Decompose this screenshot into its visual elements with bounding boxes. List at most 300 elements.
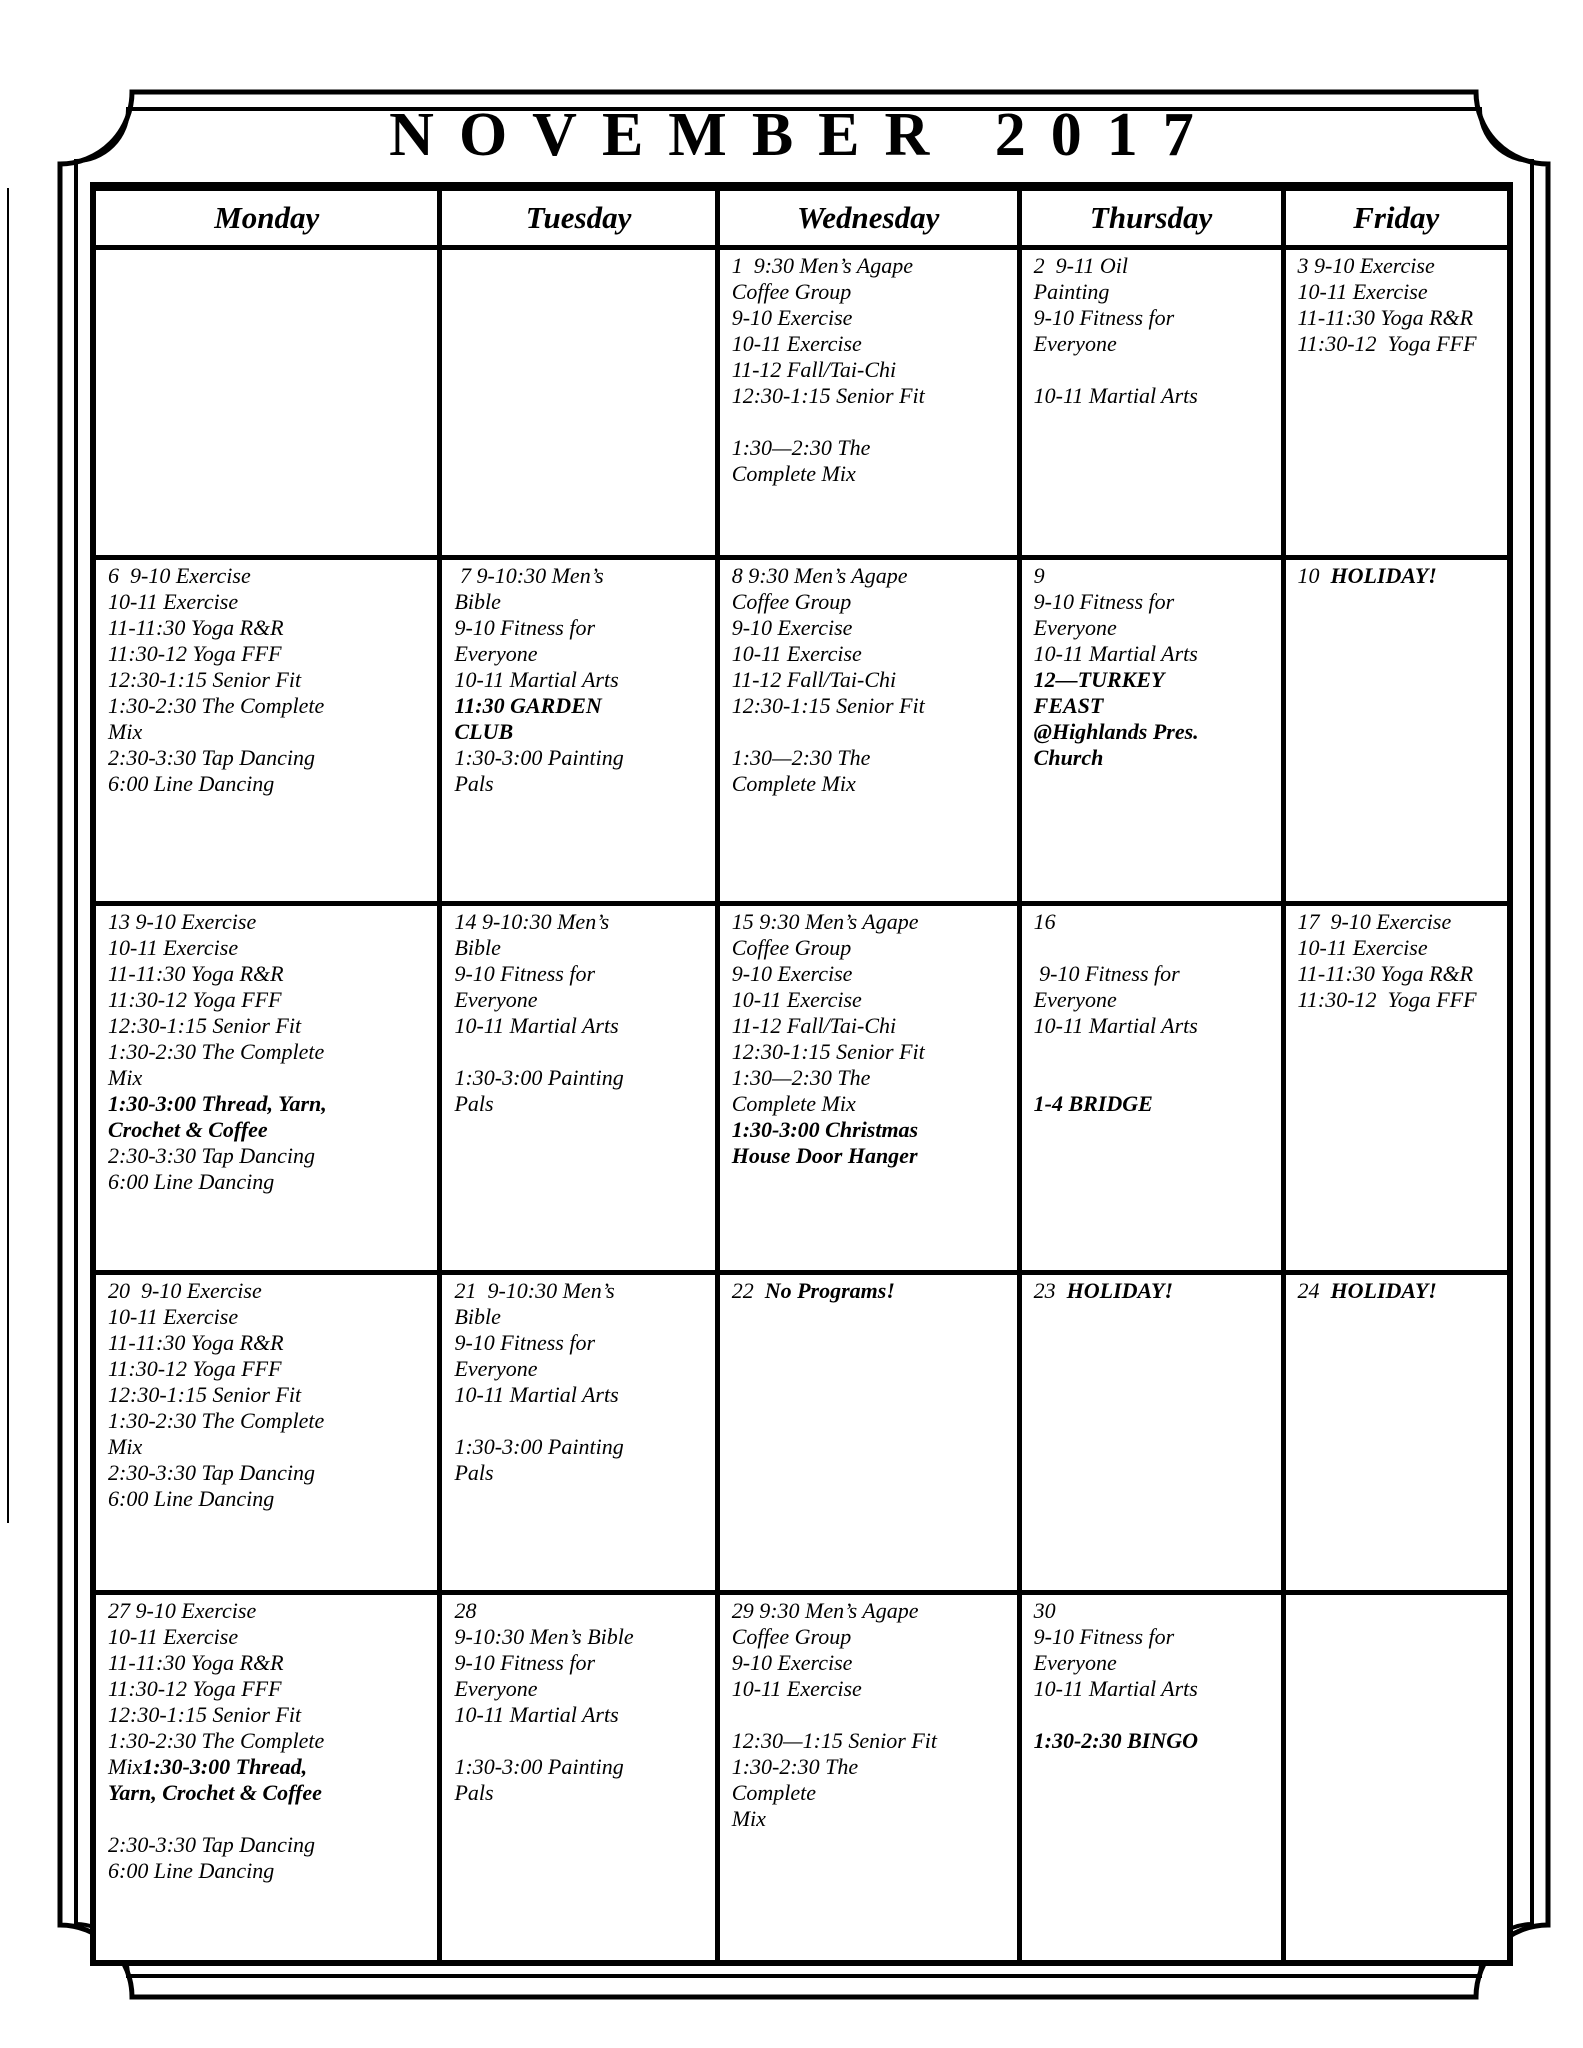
event-text: 1:30-3:00 Painting (454, 1065, 624, 1090)
event-text: 9-10:30 Men’s Bible (454, 1624, 634, 1649)
event-text: Painting (1033, 279, 1110, 304)
event-line (1034, 987, 1273, 1013)
event-text: 9 (1033, 563, 1045, 588)
event-line (108, 961, 429, 987)
event-text-bold: 1:30-3:00 Thread, (142, 1754, 308, 1779)
day-header-monday: Monday (214, 200, 320, 235)
event-text-bold: HOLIDAY! (1066, 1278, 1174, 1303)
event-line (108, 1702, 429, 1728)
event-line (732, 1039, 1009, 1065)
event-text: 9-10 Fitness for (454, 615, 596, 640)
event-line (1298, 909, 1500, 935)
calendar-cell-week3-day5 (1281, 901, 1508, 1270)
event-line (454, 1624, 706, 1650)
event-text: 1 9:30 Men’s Agape (731, 253, 913, 278)
event-text: 11-12 Fall/Tai-Chi (731, 357, 897, 382)
event-line (1034, 253, 1273, 279)
event-text-bold: 1-4 BRIDGE (1033, 1091, 1153, 1116)
calendar-cell-week2-day4 (1017, 555, 1281, 901)
day-header-wednesday: Wednesday (715, 191, 1017, 245)
blank-line (1034, 1039, 1273, 1065)
event-line (732, 1806, 1009, 1832)
calendar-cell-week5-day5 (1281, 1590, 1508, 1960)
event-text: 2:30-3:30 Tap Dancing (108, 1143, 315, 1168)
event-text: 10-11 Martial Arts (454, 1702, 619, 1727)
event-line (454, 1754, 706, 1780)
event-text: 10-11 Martial Arts (454, 667, 619, 692)
event-text-bold: HOLIDAY! (1330, 1278, 1437, 1303)
event-line (1034, 1598, 1273, 1624)
event-text: Everyone (1033, 1650, 1117, 1675)
event-line (454, 961, 706, 987)
event-text-bold: Church (1033, 745, 1104, 770)
event-text: Coffee Group (731, 279, 852, 304)
event-text: 10-11 Exercise (108, 1624, 239, 1649)
event-line (454, 719, 706, 745)
event-line (108, 641, 429, 667)
event-line (108, 745, 429, 771)
blank-line (454, 1039, 706, 1065)
event-line (732, 279, 1009, 305)
event-line (454, 1304, 706, 1330)
event-line (454, 1065, 706, 1091)
event-text: 11-11:30 Yoga R&R (108, 961, 284, 986)
event-text: Complete Mix (731, 461, 856, 486)
event-line (1034, 667, 1273, 693)
event-line (1298, 253, 1500, 279)
event-line (1298, 1278, 1500, 1304)
event-line (732, 693, 1009, 719)
event-line (108, 771, 429, 797)
event-line (732, 1754, 1009, 1780)
event-line (1034, 279, 1273, 305)
event-line (108, 1434, 429, 1460)
event-line (1034, 1013, 1273, 1039)
event-line (108, 1117, 429, 1143)
event-text: 10-11 Exercise (108, 589, 239, 614)
event-text: 9-10 Fitness for (454, 961, 596, 986)
event-line (732, 909, 1009, 935)
event-text: 29 9:30 Men’s Agape (731, 1598, 919, 1623)
event-text: 12:30-1:15 Senior Fit (108, 1702, 302, 1727)
event-text: 10-11 Martial Arts (454, 1382, 619, 1407)
calendar-cell-week3-day1 (96, 901, 437, 1270)
event-text: 1:30—2:30 The (731, 435, 871, 460)
event-text: 10-11 Martial Arts (454, 1013, 619, 1038)
event-line (108, 987, 429, 1013)
event-text: Bible (454, 1304, 501, 1329)
event-line (108, 1039, 429, 1065)
event-line (454, 1702, 706, 1728)
calendar-cell-week4-day5 (1281, 1270, 1508, 1590)
blank-line (732, 409, 1009, 435)
event-text: 28 (454, 1598, 477, 1623)
event-line (454, 771, 706, 797)
event-line (454, 1091, 706, 1117)
event-line (1298, 563, 1500, 589)
event-text: 16 (1033, 909, 1056, 934)
event-text: 1:30-2:30 The Complete (108, 1039, 325, 1064)
event-text: 11-11:30 Yoga R&R (108, 1650, 284, 1675)
event-text: 6:00 Line Dancing (108, 1858, 275, 1883)
blank-line (732, 1702, 1009, 1728)
event-line (108, 1304, 429, 1330)
event-text: 2 9-11 Oil (1033, 253, 1128, 278)
event-text: 9-10 Fitness for (454, 1650, 596, 1675)
event-line (454, 693, 706, 719)
event-text: 21 9-10:30 Men’s (454, 1278, 615, 1303)
event-text: 10-11 Exercise (1297, 279, 1428, 304)
calendar-table (90, 182, 1513, 1966)
event-text-bold: No Programs! (764, 1278, 895, 1303)
event-text: 12:30-1:15 Senior Fit (731, 383, 925, 408)
event-line (1034, 563, 1273, 589)
event-line (1298, 331, 1500, 357)
event-line (732, 1091, 1009, 1117)
event-line (108, 1065, 429, 1091)
calendar-cell-week3-day4 (1017, 901, 1281, 1270)
calendar-cell-week2-day2 (437, 555, 714, 901)
event-line (108, 1382, 429, 1408)
event-line (1034, 1624, 1273, 1650)
event-line (108, 1780, 429, 1806)
day-header-thursday: Thursday (1017, 191, 1281, 245)
event-line (108, 1858, 429, 1884)
calendar-cell-week4-day2 (437, 1270, 714, 1590)
event-line (108, 1728, 429, 1754)
event-text: 11-11:30 Yoga R&R (1297, 961, 1474, 986)
event-text: Bible (454, 935, 501, 960)
event-line (732, 1065, 1009, 1091)
event-text: Mix (108, 1754, 143, 1779)
event-line (1034, 305, 1273, 331)
event-line (1298, 935, 1500, 961)
event-line (454, 987, 706, 1013)
event-text-bold: 1:30-3:00 Christmas (731, 1117, 919, 1142)
event-line (1034, 589, 1273, 615)
event-text: 11-11:30 Yoga R&R (1297, 305, 1474, 330)
event-text: Bible (454, 589, 501, 614)
event-line (454, 935, 706, 961)
calendar-cell-week1-day3 (715, 245, 1017, 555)
event-line (108, 1143, 429, 1169)
event-text: Everyone (454, 1676, 538, 1701)
event-line (1034, 1278, 1273, 1304)
event-text: 27 9-10 Exercise (108, 1598, 257, 1623)
event-line (732, 589, 1009, 615)
event-line (732, 1143, 1009, 1169)
event-line (1034, 331, 1273, 357)
blank-line (454, 1728, 706, 1754)
event-text: 1:30-2:30 The (731, 1754, 859, 1779)
event-text: 9-10 Fitness for (1033, 589, 1175, 614)
event-text: 11:30-12 Yoga FFF (1297, 987, 1477, 1012)
event-line (108, 1013, 429, 1039)
event-text-bold: Crochet & Coffee (108, 1117, 268, 1142)
event-line (108, 1624, 429, 1650)
event-text: Pals (454, 1091, 494, 1116)
event-text-bold: CLUB (454, 719, 514, 744)
blank-line (108, 1806, 429, 1832)
calendar-cell-week1-day1 (96, 245, 437, 555)
event-line (108, 719, 429, 745)
event-line (108, 1330, 429, 1356)
event-text: 10-11 Exercise (108, 1304, 239, 1329)
event-text: 9-10 Exercise (731, 961, 853, 986)
event-line (732, 1117, 1009, 1143)
event-text: 1:30—2:30 The (731, 745, 871, 770)
event-text: Everyone (454, 987, 538, 1012)
event-text-bold: 11:30 GARDEN (454, 693, 602, 718)
event-text: 24 (1297, 1278, 1331, 1303)
event-line (732, 961, 1009, 987)
event-text: Everyone (1033, 615, 1117, 640)
event-line (732, 1278, 1009, 1304)
event-line (732, 935, 1009, 961)
event-text: 11-11:30 Yoga R&R (108, 615, 284, 640)
event-line (1034, 693, 1273, 719)
event-text: Pals (454, 1780, 494, 1805)
event-text: Mix (108, 1065, 143, 1090)
event-text: 9-10 Fitness for (454, 1330, 596, 1355)
event-text: Complete Mix (731, 1091, 856, 1116)
event-text-bold: @Highlands Pres. (1033, 719, 1199, 744)
event-text: 12:30-1:15 Senior Fit (731, 1039, 925, 1064)
event-text: 15 9:30 Men’s Agape (731, 909, 919, 934)
event-text: 14 9-10:30 Men’s (454, 909, 610, 934)
event-line (454, 1330, 706, 1356)
event-text-bold: Yarn, Crochet & Coffee (108, 1780, 322, 1805)
event-line (108, 1169, 429, 1195)
event-text: 6:00 Line Dancing (108, 771, 275, 796)
event-line (108, 1754, 429, 1780)
calendar-cell-week3-day3 (715, 901, 1017, 1270)
event-text: 9-10 Fitness for (1033, 305, 1175, 330)
blank-line (1034, 1702, 1273, 1728)
event-line (1298, 961, 1500, 987)
event-line (454, 1676, 706, 1702)
event-text: 11:30-12 Yoga FFF (108, 1676, 282, 1701)
event-text: 2:30-3:30 Tap Dancing (108, 745, 315, 770)
event-line (732, 615, 1009, 641)
event-line (108, 935, 429, 961)
event-text: 10-11 Martial Arts (1033, 1676, 1198, 1701)
event-line (732, 461, 1009, 487)
event-text: 10 (1297, 563, 1331, 588)
calendar-cell-week4-day1 (96, 1270, 437, 1590)
event-text: 10-11 Exercise (731, 1676, 862, 1701)
event-line (1034, 909, 1273, 935)
event-text: 9-10 Fitness for (1033, 1624, 1175, 1649)
event-text-bold: FEAST (1033, 693, 1104, 718)
event-text: 10-11 Martial Arts (1033, 641, 1198, 666)
event-line (108, 909, 429, 935)
event-line (1298, 987, 1500, 1013)
calendar-cell-week5-day2 (437, 1590, 714, 1960)
event-line (454, 1013, 706, 1039)
calendar-cell-week1-day2 (437, 245, 714, 555)
event-text: 11-11:30 Yoga R&R (108, 1330, 284, 1355)
event-text: 2:30-3:30 Tap Dancing (108, 1832, 315, 1857)
event-text: Mix (731, 1806, 766, 1831)
event-text: 1:30-3:00 Painting (454, 745, 624, 770)
calendar-cell-week2-day1 (96, 555, 437, 901)
event-text: 10-11 Martial Arts (1033, 1013, 1198, 1038)
event-text: 6:00 Line Dancing (108, 1486, 275, 1511)
event-line (1034, 1728, 1273, 1754)
event-text: 11:30-12 Yoga FFF (108, 987, 282, 1012)
event-text: 17 9-10 Exercise (1297, 909, 1452, 934)
event-text: Everyone (454, 641, 538, 666)
event-line (1034, 641, 1273, 667)
blank-line (1034, 935, 1273, 961)
event-line (454, 641, 706, 667)
event-text: 9-10 Exercise (731, 1650, 853, 1675)
event-line (732, 253, 1009, 279)
event-line (1034, 383, 1273, 409)
event-text: 1:30-3:00 Painting (454, 1434, 624, 1459)
event-line (1034, 719, 1273, 745)
event-text: Everyone (1033, 331, 1117, 356)
event-text: 12:30-1:15 Senior Fit (108, 1382, 302, 1407)
event-line (732, 1598, 1009, 1624)
event-line (732, 357, 1009, 383)
day-header-friday: Friday (1281, 191, 1508, 245)
event-line (108, 1356, 429, 1382)
event-text: 10-11 Exercise (731, 331, 862, 356)
event-text: 9-10 Exercise (731, 615, 853, 640)
event-line (454, 1382, 706, 1408)
event-text: 11:30-12 Yoga FFF (1297, 331, 1477, 356)
event-line (732, 1780, 1009, 1806)
scan-edge-artifact (7, 188, 9, 1523)
event-text: 8 9:30 Men’s Agape (731, 563, 908, 588)
event-line (732, 1013, 1009, 1039)
event-text: 1:30-2:30 The Complete (108, 693, 325, 718)
event-line (732, 771, 1009, 797)
calendar-cell-week5-day3 (715, 1590, 1017, 1960)
event-text: Everyone (1033, 987, 1117, 1012)
event-text: 12:30-1:15 Senior Fit (108, 1013, 302, 1038)
event-line (732, 1650, 1009, 1676)
calendar-cell-week1-day5 (1281, 245, 1508, 555)
event-text: 13 9-10 Exercise (108, 909, 257, 934)
event-line (108, 1832, 429, 1858)
event-line (1298, 279, 1500, 305)
event-text: 3 9-10 Exercise (1297, 253, 1435, 278)
event-line (108, 589, 429, 615)
event-line (1034, 1650, 1273, 1676)
event-text-bold: 1:30-2:30 BINGO (1033, 1728, 1199, 1753)
event-text: 7 9-10:30 Men’s (454, 563, 604, 588)
event-text: 22 (731, 1278, 765, 1303)
event-text: Coffee Group (731, 589, 852, 614)
event-text: 1:30-3:00 Painting (454, 1754, 624, 1779)
event-line (454, 909, 706, 935)
event-text: 10-11 Exercise (1297, 935, 1428, 960)
event-line (454, 1434, 706, 1460)
event-line (732, 435, 1009, 461)
event-text: 11:30-12 Yoga FFF (108, 1356, 282, 1381)
event-line (108, 1408, 429, 1434)
event-line (732, 1728, 1009, 1754)
event-text: Mix (108, 1434, 143, 1459)
event-line (732, 563, 1009, 589)
event-text: Complete Mix (731, 771, 856, 796)
event-text: 12:30-1:15 Senior Fit (731, 693, 925, 718)
month-title: NOVEMBER 2017 (389, 101, 1219, 169)
event-text: 1:30-2:30 The Complete (108, 1408, 325, 1433)
event-line (732, 745, 1009, 771)
calendar-cell-week2-day3 (715, 555, 1017, 901)
event-text: 11-12 Fall/Tai-Chi (731, 1013, 897, 1038)
event-text: 6 9-10 Exercise (108, 563, 251, 588)
event-text-bold: 12—TURKEY (1033, 667, 1165, 692)
event-text-bold: House Door Hanger (731, 1143, 918, 1168)
event-text: 11-12 Fall/Tai-Chi (731, 667, 897, 692)
event-text: 9-10 Exercise (731, 305, 853, 330)
event-line (108, 1278, 429, 1304)
event-line (108, 693, 429, 719)
event-line (454, 1598, 706, 1624)
calendar-cell-week5-day1 (96, 1590, 437, 1960)
event-text: 11:30-12 Yoga FFF (108, 641, 282, 666)
calendar-cell-week3-day2 (437, 901, 714, 1270)
event-line (454, 1780, 706, 1806)
calendar-cell-week5-day4 (1017, 1590, 1281, 1960)
event-line (454, 589, 706, 615)
event-line (1034, 1676, 1273, 1702)
event-line (454, 1460, 706, 1486)
event-line (108, 563, 429, 589)
event-line (108, 667, 429, 693)
event-line (454, 745, 706, 771)
event-line (108, 1091, 429, 1117)
event-text: Pals (454, 771, 494, 796)
event-text: 10-11 Exercise (108, 935, 239, 960)
event-line (454, 615, 706, 641)
day-header-tuesday: Tuesday (437, 191, 714, 245)
event-text: 1:30—2:30 The (731, 1065, 871, 1090)
event-text-bold: 1:30-3:00 Thread, Yarn, (108, 1091, 327, 1116)
event-text: 12:30—1:15 Senior Fit (731, 1728, 938, 1753)
event-line (454, 667, 706, 693)
event-line (108, 1650, 429, 1676)
blank-line (732, 719, 1009, 745)
event-text: 1:30-2:30 The Complete (108, 1728, 325, 1753)
calendar-cell-week2-day5 (1281, 555, 1508, 901)
event-text: 6:00 Line Dancing (108, 1169, 275, 1194)
event-text: Pals (454, 1460, 494, 1485)
event-line (732, 667, 1009, 693)
event-text: Everyone (454, 1356, 538, 1381)
event-text: 10-11 Exercise (731, 641, 862, 666)
event-line (108, 1676, 429, 1702)
calendar-cell-week4-day4 (1017, 1270, 1281, 1590)
event-line (1034, 745, 1273, 771)
event-text: 10-11 Martial Arts (1033, 383, 1198, 408)
event-line (454, 1356, 706, 1382)
event-text: Coffee Group (731, 935, 852, 960)
blank-line (1034, 1065, 1273, 1091)
event-text: Coffee Group (731, 1624, 852, 1649)
event-text: 2:30-3:30 Tap Dancing (108, 1460, 315, 1485)
calendar-cell-week4-day3 (715, 1270, 1017, 1590)
event-line (732, 331, 1009, 357)
event-line (108, 1460, 429, 1486)
event-line (1034, 615, 1273, 641)
calendar-cell-week1-day4 (1017, 245, 1281, 555)
